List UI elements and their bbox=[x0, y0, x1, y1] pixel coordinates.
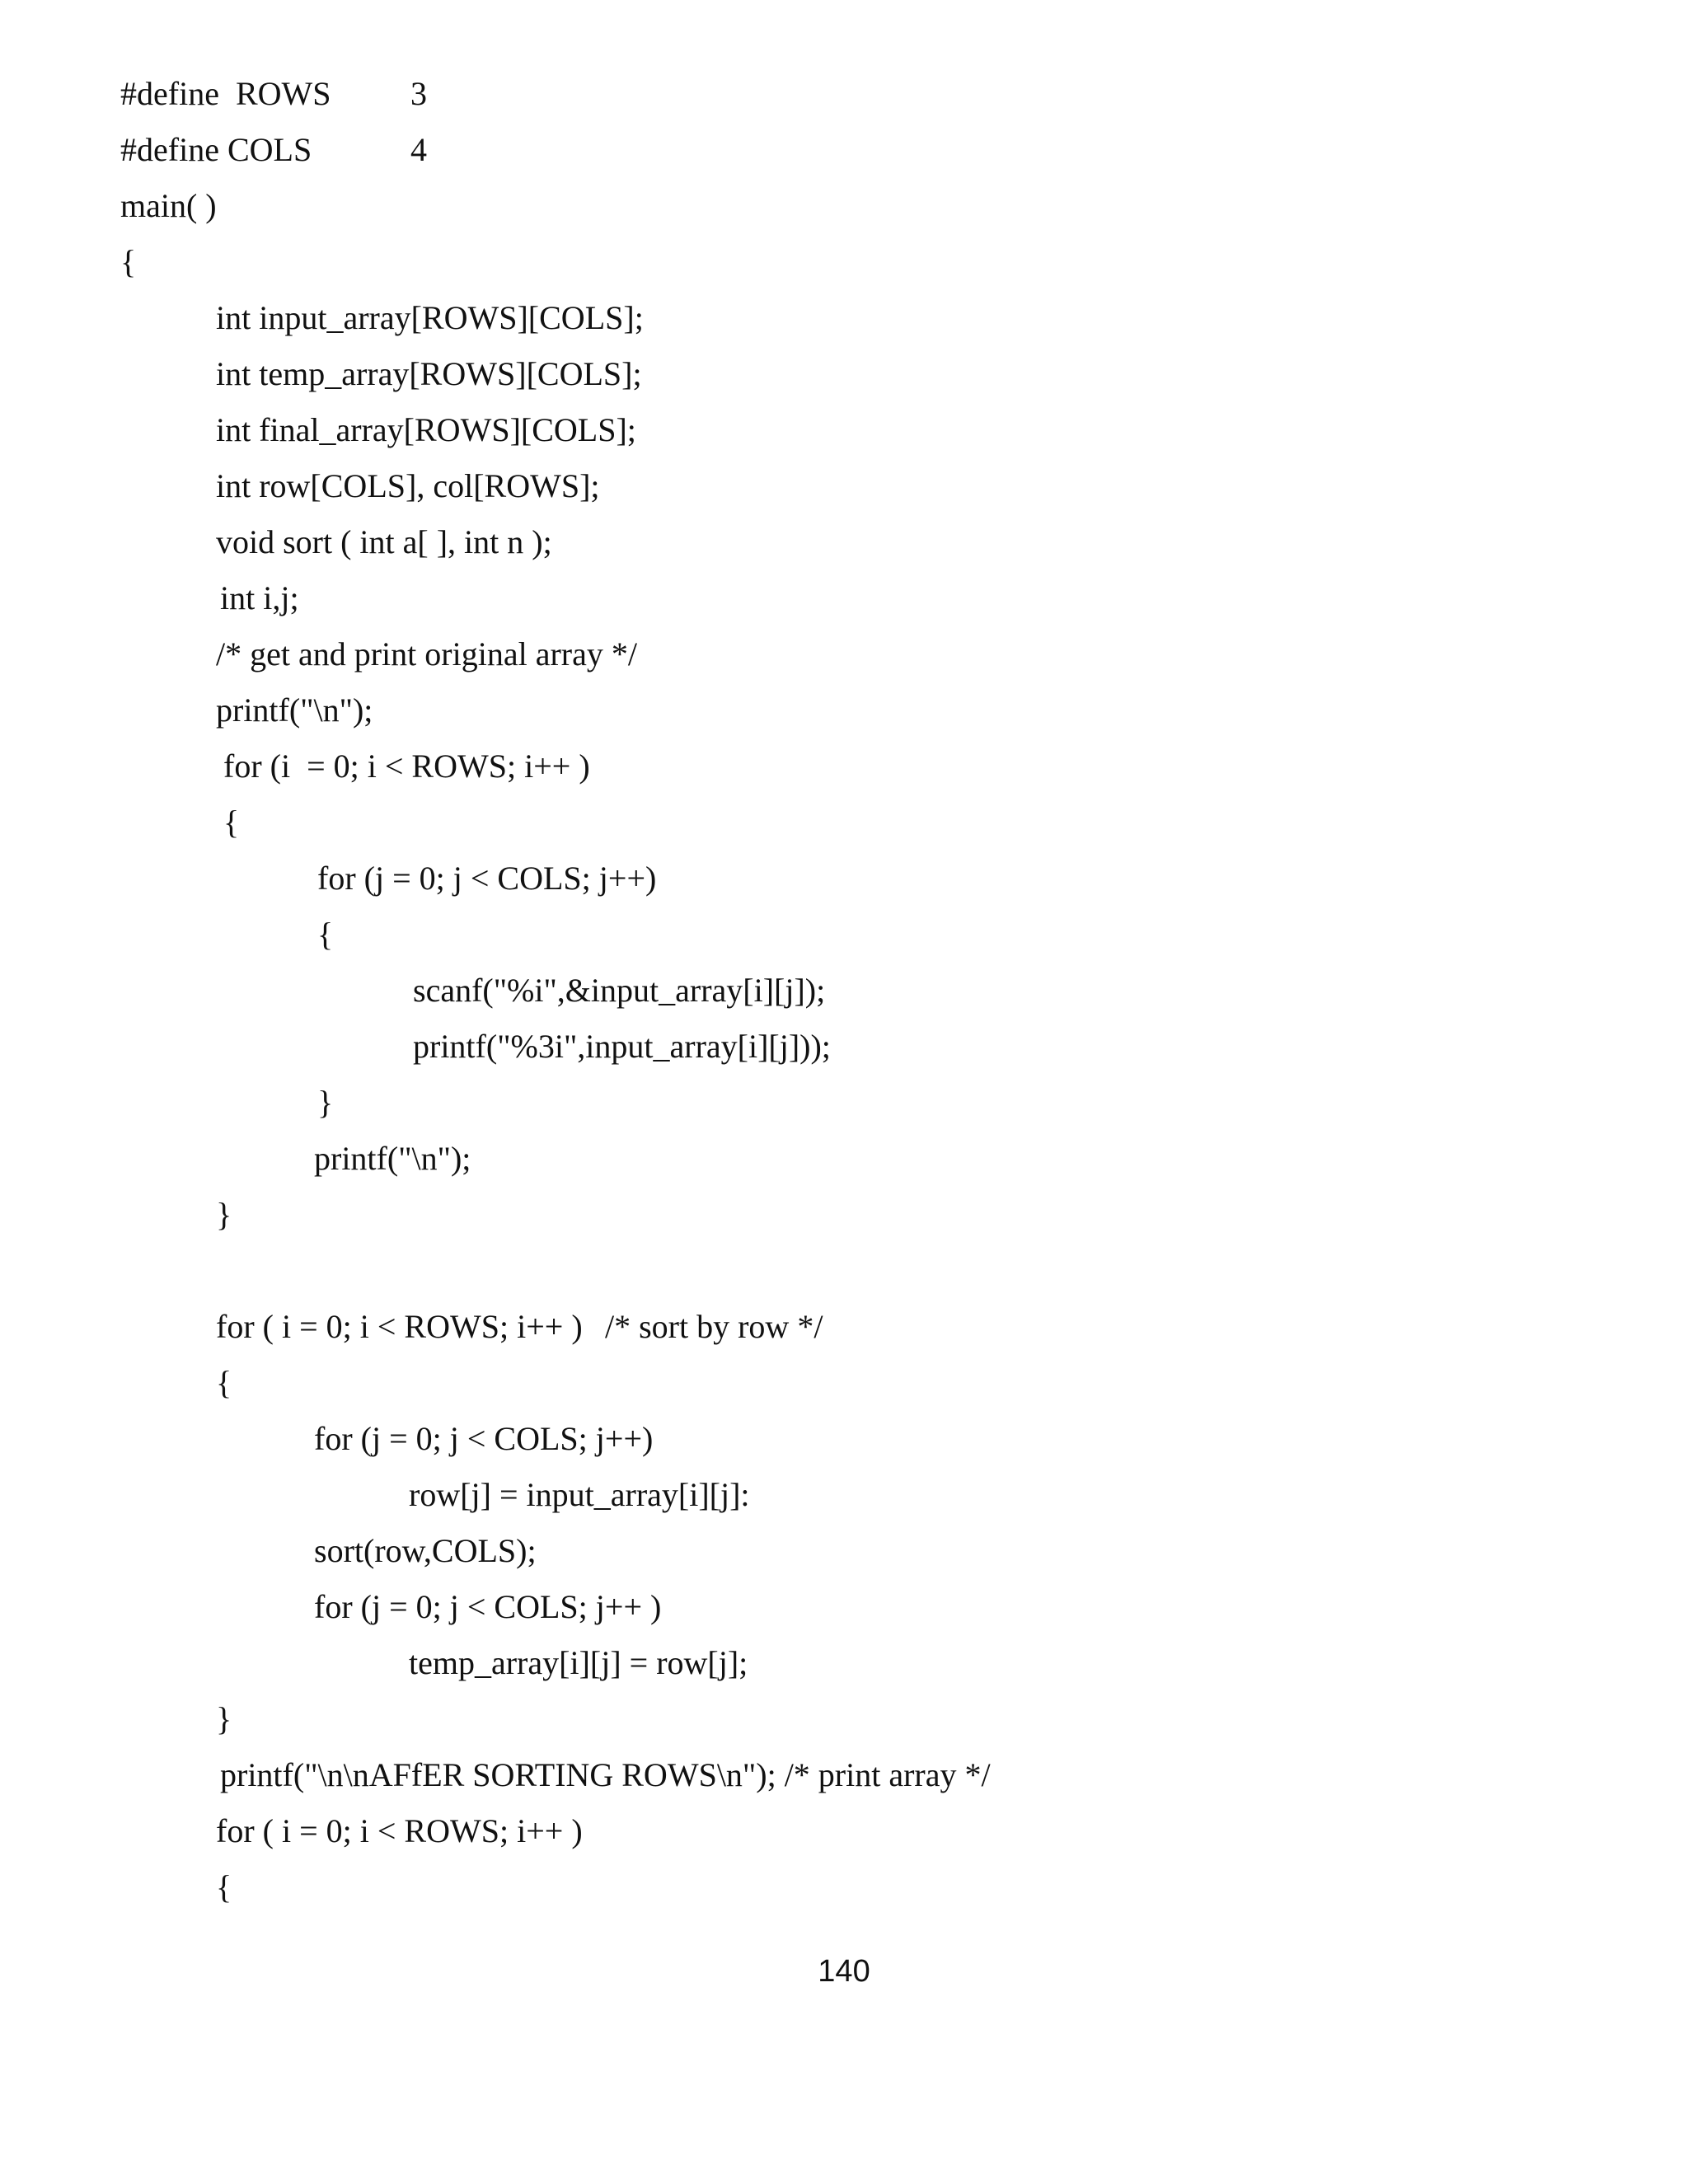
for-i-loop-2: for ( i = 0; i < ROWS; i++ ) bbox=[216, 1308, 583, 1345]
close-brace-for-i-2: } bbox=[216, 1700, 232, 1737]
declare-sort-prototype: void sort ( int a[ ], int n ); bbox=[216, 523, 552, 560]
define-cols-line bbox=[120, 125, 427, 175]
open-brace-for-i-2: { bbox=[216, 1364, 232, 1401]
printf-newline-2: printf("\n"); bbox=[314, 1140, 471, 1177]
close-brace-for-j-1: } bbox=[317, 1084, 334, 1121]
copy-row-element: row[j] = input_array[i][j]: bbox=[409, 1476, 750, 1513]
for-i-sort-row-line bbox=[216, 1302, 823, 1352]
copy-temp-element: temp_array[i][j] = row[j]; bbox=[409, 1644, 748, 1681]
for-j-loop-1: for (j = 0; j < COLS; j++) bbox=[317, 860, 657, 897]
for-i-loop-3: for ( i = 0; i < ROWS; i++ ) bbox=[216, 1812, 583, 1849]
page-number: 140 bbox=[818, 1954, 870, 1989]
for-j-loop-2: for (j = 0; j < COLS; j++) bbox=[314, 1420, 654, 1457]
printf-newline-1: printf("\n"); bbox=[216, 691, 373, 729]
declare-input-array: int input_array[ROWS][COLS]; bbox=[216, 299, 644, 336]
main-signature-line: main( ) bbox=[120, 187, 217, 224]
printf-after-sorting-rows: printf("\n\nAFfER SORTING ROWS\n"); /* print array */ bbox=[220, 1756, 991, 1793]
open-brace-for-j-1: { bbox=[317, 916, 334, 953]
close-brace-for-i-1: } bbox=[216, 1196, 232, 1233]
comment-get-print-array: /* get and print original array */ bbox=[216, 635, 637, 673]
open-brace-for-i-3: { bbox=[216, 1868, 232, 1905]
define-cols-directive: #define COLS bbox=[120, 131, 312, 168]
scanf-input-line: scanf("%i",&input_array[i][j]); bbox=[413, 972, 826, 1009]
for-i-loop-1: for (i = 0; i < ROWS; i++ ) bbox=[223, 748, 590, 785]
main-open-brace: { bbox=[120, 243, 137, 280]
define-rows-line bbox=[120, 69, 427, 119]
comment-sort-by-row: /* sort by row */ bbox=[605, 1308, 823, 1345]
define-rows-directive: #define ROWS bbox=[120, 75, 331, 112]
sort-row-call: sort(row,COLS); bbox=[314, 1532, 537, 1569]
define-cols-value: 4 bbox=[410, 131, 427, 168]
declare-temp-array: int temp_array[ROWS][COLS]; bbox=[216, 355, 642, 392]
for-j-loop-3: for (j = 0; j < COLS; j++ ) bbox=[314, 1588, 662, 1625]
declare-final-array: int final_array[ROWS][COLS]; bbox=[216, 411, 636, 448]
declare-row-col: int row[COLS], col[ROWS]; bbox=[216, 467, 600, 504]
define-rows-value: 3 bbox=[410, 75, 427, 112]
open-brace-for-i-1: { bbox=[223, 804, 240, 841]
printf-input-element: printf("%3i",input_array[i][j])); bbox=[413, 1028, 831, 1065]
declare-i-j: int i,j; bbox=[220, 579, 299, 616]
